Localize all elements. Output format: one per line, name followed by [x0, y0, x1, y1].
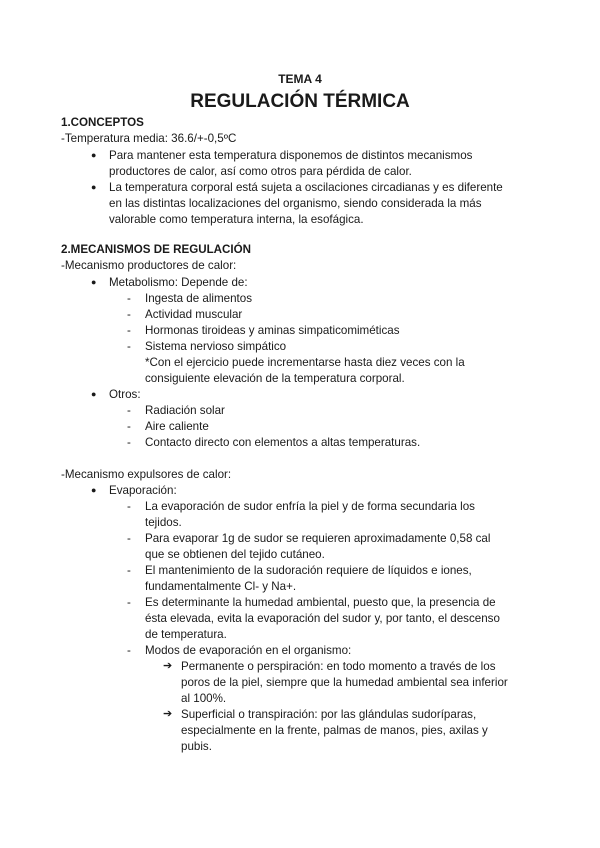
dash-icon: -: [127, 420, 131, 433]
productores-heading: -Mecanismo productores de calor:: [61, 259, 237, 272]
page-title: REGULACIÓN TÉRMICA: [190, 91, 410, 112]
dash-icon: -: [127, 532, 131, 545]
list-item: Hormonas tiroideas y aminas simpaticomiméticas: [145, 324, 400, 337]
bullet-icon: ●: [91, 182, 97, 192]
paragraph-line: La temperatura corporal está sujeta a oscilaciones circadianas y es diferente: [109, 181, 503, 194]
list-item: Ingesta de alimentos: [145, 292, 252, 305]
list-item: Para evaporar 1g de sudor se requieren aproximadamente 0,58 cal: [145, 532, 491, 545]
list-item: de temperatura.: [145, 628, 227, 641]
bullet-icon: ●: [91, 150, 97, 160]
mode-line: Superficial o transpiración: por las glándulas sudoríparas,: [181, 708, 477, 721]
list-item: que se obtienen del tejido cutáneo.: [145, 548, 325, 561]
evaporacion-label: Evaporación:: [109, 484, 177, 497]
list-item: Actividad muscular: [145, 308, 243, 321]
dash-icon: -: [127, 436, 131, 449]
dash-icon: -: [127, 564, 131, 577]
dash-icon: -: [127, 596, 131, 609]
bullet-icon: ●: [91, 485, 97, 495]
mode-line: al 100%.: [181, 692, 227, 705]
arrow-right-icon: ➔: [163, 708, 173, 720]
dash-icon: -: [127, 292, 131, 305]
list-item: tejidos.: [145, 516, 182, 529]
temperatura-media: -Temperatura media: 36.6/+-0,5ºC: [61, 132, 237, 145]
list-item: Es determinante la humedad ambiental, puesto que, la presencia de: [145, 596, 496, 609]
otros-label: Otros:: [109, 388, 141, 401]
list-item: ésta elevada, evita la evaporación del sudor y, por tanto, el descenso: [145, 612, 500, 625]
mode-line: pubis.: [181, 740, 212, 753]
dash-icon: -: [127, 404, 131, 417]
list-item: Sistema nervioso simpático: [145, 340, 287, 353]
section-heading-mecanismos: 2.MECANISMOS DE REGULACIÓN: [61, 243, 252, 256]
dash-icon: -: [127, 324, 131, 337]
mode-line: poros de la piel, siempre que la humedad ambiental sea inferior: [181, 676, 508, 689]
bullet-icon: ●: [91, 389, 97, 399]
paragraph-line: productores de calor, así como otros para pérdida de calor.: [109, 165, 412, 178]
list-item: El mantenimiento de la sudoración requiere de líquidos e iones,: [145, 564, 472, 577]
mode-line: especialmente en la frente, palmas de manos, pies, axilas y: [181, 724, 488, 737]
metabolismo-label: Metabolismo: Depende de:: [109, 276, 248, 289]
paragraph-line: Para mantener esta temperatura disponemos de distintos mecanismos: [109, 149, 473, 162]
section-heading-conceptos: 1.CONCEPTOS: [61, 116, 144, 129]
tema-label: TEMA 4: [278, 72, 322, 86]
mode-line: Permanente o perspiración: en todo momento a través de los: [181, 660, 496, 673]
dash-icon: -: [127, 340, 131, 353]
list-item: Aire caliente: [145, 420, 209, 433]
note-line: consiguiente elevación de la temperatura corporal.: [145, 372, 405, 385]
dash-icon: -: [127, 644, 131, 657]
list-item: La evaporación de sudor enfría la piel y de forma secundaria los: [145, 500, 475, 513]
arrow-right-icon: ➔: [163, 660, 173, 672]
paragraph-line: en las distintas localizaciones del organismo, siendo considerada la más: [109, 197, 482, 210]
list-item: fundamentalmente Cl- y Na+.: [145, 580, 297, 593]
list-item: Modos de evaporación en el organismo:: [145, 644, 352, 657]
dash-icon: -: [127, 308, 131, 321]
expulsores-heading: -Mecanismo expulsores de calor:: [61, 468, 232, 481]
paragraph-line: valorable como temperatura interna, la esofágica.: [109, 213, 364, 226]
list-item: Radiación solar: [145, 404, 225, 417]
bullet-icon: ●: [91, 277, 97, 287]
note-line: *Con el ejercicio puede incrementarse hasta diez veces con la: [145, 356, 465, 369]
dash-icon: -: [127, 500, 131, 513]
list-item: Contacto directo con elementos a altas temperaturas.: [145, 436, 421, 449]
